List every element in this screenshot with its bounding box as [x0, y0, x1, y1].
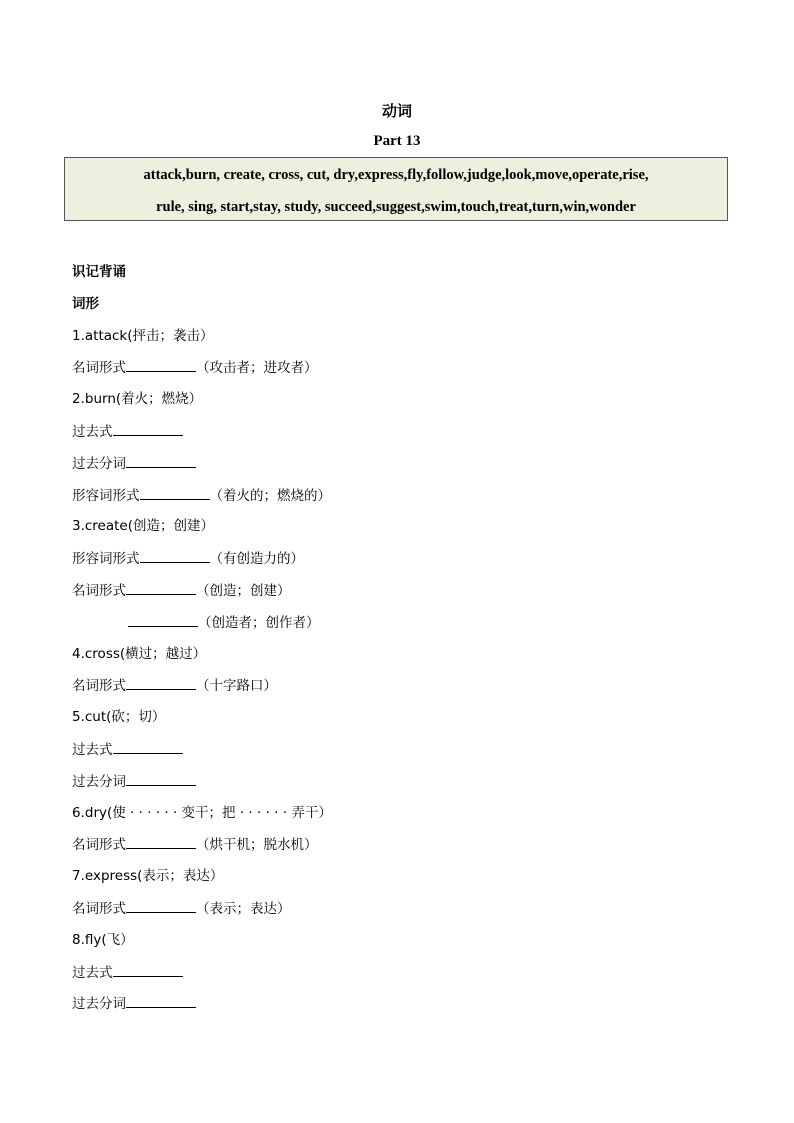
- form-row: [72, 993, 772, 1025]
- form-hint: （创造者；创作者）: [198, 614, 320, 631]
- answer-blank[interactable]: [126, 993, 196, 1008]
- answer-blank[interactable]: [140, 485, 210, 500]
- form-label: 形容词形式: [72, 487, 140, 504]
- answer-blank[interactable]: [140, 548, 210, 563]
- form-label: 过去式: [72, 423, 113, 440]
- form-row: [72, 771, 772, 803]
- form-row: [72, 834, 772, 866]
- vocab-line-2: rule, sing, start,stay, study, succeed,suggest,swim,touch,treat,turn,win,wonder: [156, 199, 636, 215]
- subsection-heading: 词形: [72, 295, 99, 312]
- entry-heading: 5.cut(砍；切）: [72, 709, 166, 726]
- answer-blank[interactable]: [126, 357, 196, 372]
- answer-blank[interactable]: [126, 453, 196, 468]
- form-row: [72, 739, 772, 771]
- form-row: [72, 485, 772, 517]
- vocab-box: [64, 157, 728, 221]
- form-label: 过去分词: [72, 996, 126, 1013]
- entry-heading: 2.burn(着火；燃烧）: [72, 391, 203, 408]
- answer-blank[interactable]: [126, 675, 196, 690]
- form-row: [72, 453, 772, 485]
- entry-heading: 8.fly(飞）: [72, 931, 134, 948]
- answer-blank[interactable]: [113, 739, 183, 754]
- answer-blank[interactable]: [113, 421, 183, 436]
- entry-heading: 7.express(表示；表达）: [72, 868, 224, 885]
- form-label: 名词形式: [72, 837, 126, 854]
- answer-blank[interactable]: [126, 898, 196, 913]
- form-label: 形容词形式: [72, 551, 140, 568]
- entry-heading: 1.attack(抨击；袭击）: [72, 327, 214, 344]
- form-hint: （攻击者；进攻者）: [196, 360, 318, 377]
- form-row: [72, 580, 772, 612]
- form-label: 过去式: [72, 741, 113, 758]
- form-label: 名词形式: [72, 900, 126, 917]
- page-title: 动词: [381, 102, 412, 120]
- form-row: [72, 612, 772, 644]
- answer-blank[interactable]: [126, 834, 196, 849]
- answer-blank[interactable]: [126, 771, 196, 786]
- form-label: 名词形式: [72, 360, 126, 377]
- form-row: [72, 357, 772, 389]
- vocab-line-1: attack,burn, create, cross, cut, dry,express,fly,follow,judge,look,move,operate,rise,: [143, 167, 649, 183]
- answer-blank[interactable]: [113, 962, 183, 977]
- exercise-lines: [72, 262, 772, 1025]
- form-row: [72, 675, 772, 707]
- form-hint: （烘干机；脱水机）: [196, 837, 318, 854]
- form-label: 过去分词: [72, 773, 126, 790]
- entry-heading: 4.cross(横过；越过）: [72, 645, 207, 662]
- form-hint: （着火的；燃烧的）: [209, 487, 331, 504]
- form-label: 名词形式: [72, 678, 126, 695]
- form-hint: （创造；创建）: [196, 582, 291, 599]
- form-row: [72, 421, 772, 453]
- entry-heading: 3.create(创造；创建）: [72, 518, 215, 535]
- section-heading: 识记背诵: [72, 264, 126, 280]
- form-row: [72, 962, 772, 994]
- answer-blank[interactable]: [126, 580, 196, 595]
- form-hint: （表示；表达）: [196, 900, 291, 917]
- entry-heading: 6.dry(使 · · · · · · 变干；把 · · · · · · 弄干）: [72, 804, 332, 821]
- form-row: [72, 548, 772, 580]
- form-hint: （有创造力的）: [209, 551, 304, 568]
- form-hint: （十字路口）: [196, 678, 277, 695]
- form-row: [72, 898, 772, 930]
- answer-blank[interactable]: [128, 612, 198, 627]
- form-label: 名词形式: [72, 582, 126, 599]
- form-label: 过去式: [72, 964, 113, 981]
- form-label: 过去分词: [72, 455, 126, 472]
- part-heading: Part 13: [373, 133, 421, 149]
